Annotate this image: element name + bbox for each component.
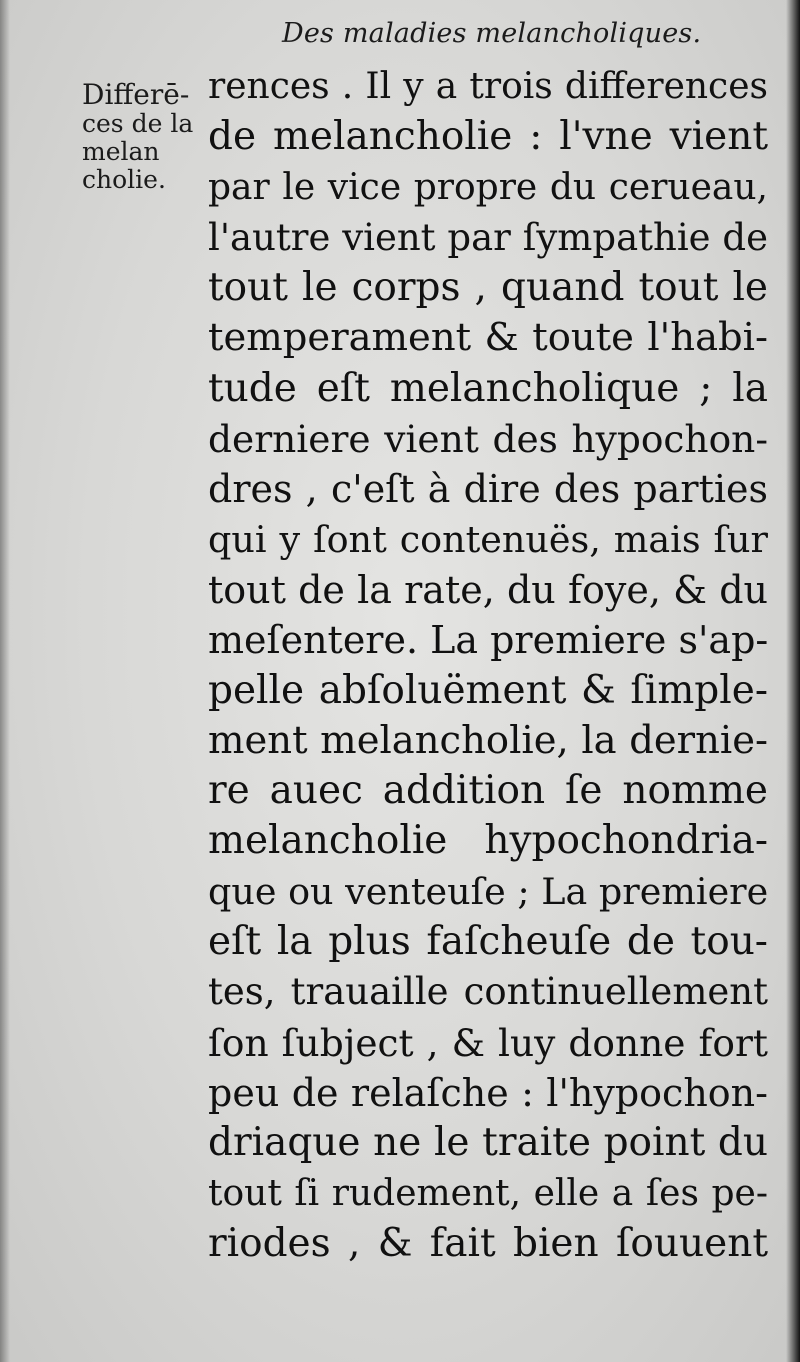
text-line: dres , c'eſt à dire des parties: [208, 467, 768, 512]
body-text: [208, 62, 768, 1269]
left-page-edge: [0, 0, 10, 1362]
text-line: tout ſi rudement, elle a ſes pe-: [208, 1172, 768, 1214]
running-head: Des maladies melancholiques.: [282, 18, 702, 49]
text-line: qui y ſont contenuës, mais ſur: [208, 517, 768, 561]
text-line: tout le corps , quand tout le: [208, 265, 768, 311]
text-line: tout de la rate, du foye, & du: [208, 567, 768, 612]
marginal-note: [82, 80, 207, 194]
text-line: tude eſt melancholique ; la: [208, 365, 768, 411]
text-line: temperament & toute l'habi-: [208, 315, 768, 361]
text-line: tes, trauaille continuellement: [208, 970, 768, 1014]
text-line: de melancholie : l'vne vient: [208, 114, 768, 160]
text-line: ment melancholie, la dernie-: [208, 717, 768, 763]
text-line: riodes , & fait bien ſouuent: [208, 1220, 768, 1266]
text-line: par le vice propre du cerueau,: [208, 166, 768, 208]
text-line: ſon ſubject , & luy donne fort: [208, 1020, 768, 1065]
marginal-note-line: Differē-: [82, 78, 190, 111]
marginal-note-line: cholie.: [82, 165, 166, 194]
binding-edge: [786, 0, 800, 1362]
text-line: meſentere. La premiere s'ap-: [208, 618, 769, 663]
marginal-note-line: ces de la: [82, 109, 194, 138]
text-line: melancholie hypochondria-: [208, 818, 768, 864]
text-line: eſt la plus faſcheuſe de tou-: [208, 919, 768, 965]
text-line: peu de relaſche : l'hypochon-: [208, 1070, 768, 1115]
text-line: l'autre vient par ſympathie de: [208, 215, 768, 259]
marginal-note-line: melan: [82, 137, 160, 166]
text-line: re auec addition ſe nomme: [208, 768, 768, 814]
text-line: driaque ne le traite point du: [208, 1120, 768, 1166]
text-line: que ou venteuſe ; La premiere: [208, 869, 769, 913]
text-line: pelle abſoluëment & ſimple-: [208, 667, 768, 713]
text-line: derniere vient des hypochon-: [208, 417, 768, 462]
text-line: rences . Il y a trois differences: [208, 66, 768, 107]
